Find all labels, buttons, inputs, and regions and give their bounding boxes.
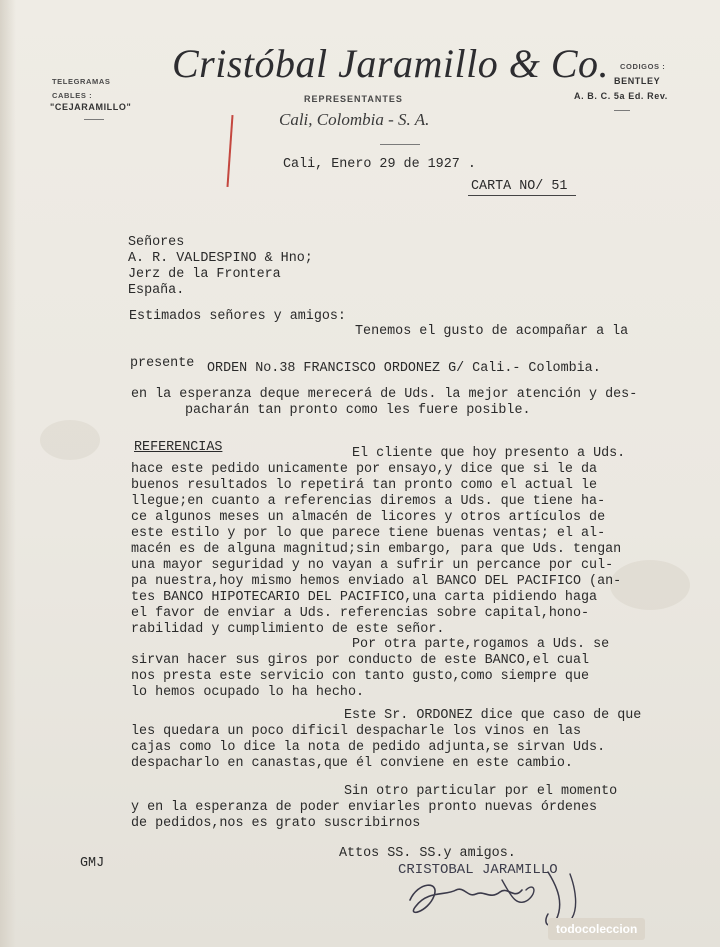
order-line: ORDEN No.38 FRANCISCO ORDONEZ G/ Cali.- Colombia. bbox=[207, 361, 601, 376]
body-line: sirvan hacer sus giros por conducto de este BANCO,el cual bbox=[131, 653, 590, 668]
body-line: Tenemos el gusto de acompañar a la bbox=[355, 324, 629, 339]
body-line: Este Sr. ORDONEZ dice que caso de que bbox=[344, 708, 642, 723]
recipient-line: España. bbox=[128, 283, 185, 298]
body-line: Sin otro particular por el momento bbox=[344, 784, 618, 799]
recipient-line: A. R. VALDESPINO & Hno; bbox=[128, 251, 313, 266]
cable-address: "CEJARAMILLO" bbox=[50, 102, 132, 112]
divider bbox=[614, 110, 630, 111]
body-line: hace este pedido unicamente por ensayo,y dice que si le da bbox=[131, 462, 598, 477]
body-line: de pedidos,nos es grato suscribirnos bbox=[131, 816, 421, 831]
body-line: una mayor seguridad y no vayan a sufrir un percance por cul- bbox=[131, 558, 614, 573]
reference-underline bbox=[468, 195, 576, 196]
body-line: pa nuestra,hoy mismo hemos enviado al BANCO DEL PACIFICO (an- bbox=[131, 574, 622, 589]
typist-initials: GMJ bbox=[80, 856, 105, 871]
divider bbox=[380, 144, 420, 145]
telegrams-label: TELEGRAMAS bbox=[52, 77, 111, 86]
body-line: y en la esperanza de poder enviarles pronto nuevas órdenes bbox=[131, 800, 598, 815]
body-line: rabilidad y cumplimiento de este señor. bbox=[131, 622, 445, 637]
body-line: pacharán tan pronto como les fuere posible. bbox=[185, 403, 531, 418]
company-tagline: REPRESENTANTES bbox=[304, 94, 403, 104]
paper-stain bbox=[40, 420, 100, 460]
divider bbox=[84, 119, 104, 120]
company-name: Cristóbal Jaramillo & Co. bbox=[172, 41, 609, 86]
body-line: nos presta este servicio con tanto gusto,como siempre que bbox=[131, 669, 590, 684]
body-line: les quedara un poco dificil despacharle los vinos en las bbox=[131, 724, 581, 739]
body-line: buenos resultados lo repetirá tan pronto como el actual le bbox=[131, 478, 598, 493]
body-line: lo hemos ocupado lo ha hecho. bbox=[131, 685, 365, 700]
cables-label: CABLES : bbox=[52, 91, 93, 100]
paper-edge bbox=[0, 0, 16, 947]
recipient-line: Jerz de la Frontera bbox=[128, 267, 281, 282]
recipient-line: Señores bbox=[128, 235, 185, 250]
code-abc: A. B. C. 5a Ed. Rev. bbox=[574, 91, 668, 101]
letter-reference: CARTA NO/ 51 bbox=[471, 179, 568, 194]
body-line: El cliente que hoy presento a Uds. bbox=[352, 446, 626, 461]
codes-label: CODIGOS : bbox=[620, 62, 666, 71]
body-line: presente bbox=[130, 356, 195, 371]
body-line: Por otra parte,rogamos a Uds. se bbox=[352, 637, 610, 652]
body-line: este estilo y por lo que parece tiene buenas ventas; el al- bbox=[131, 526, 606, 541]
letter-date: Cali, Enero 29 de 1927 . bbox=[283, 157, 476, 172]
body-line: llegue;en cuanto a referencias diremos a Uds. que tiene ha- bbox=[131, 494, 606, 509]
code-bentley: BENTLEY bbox=[614, 76, 661, 86]
body-line: despacharlo en canastas,que él conviene en este cambio. bbox=[131, 756, 573, 771]
salutation: Estimados señores y amigos: bbox=[129, 309, 346, 324]
closing-line: Attos SS. SS.y amigos. bbox=[339, 846, 516, 861]
references-heading: REFERENCIAS bbox=[134, 440, 223, 455]
body-line: ce algunos meses un almacén de licores y otros artículos de bbox=[131, 510, 606, 525]
red-pencil-mark bbox=[226, 115, 233, 187]
paper-stain bbox=[610, 560, 690, 610]
body-line: cajas como lo dice la nota de pedido adjunta,se sirvan Uds. bbox=[131, 740, 606, 755]
body-line: el favor de enviar a Uds. referencias sobre capital,hono- bbox=[131, 606, 590, 621]
company-location: Cali, Colombia - S. A. bbox=[279, 110, 430, 129]
body-line: en la esperanza deque merecerá de Uds. la mejor atención y des- bbox=[131, 387, 638, 402]
body-line: macén es de alguna magnitud;sin embargo, para que Uds. tengan bbox=[131, 542, 622, 557]
body-line: tes BANCO HIPOTECARIO DEL PACIFICO,una carta pidiendo haga bbox=[131, 590, 598, 605]
watermark: todocoleccion bbox=[548, 918, 645, 940]
signatory-stamp: CRISTOBAL JARAMILLO bbox=[398, 862, 558, 878]
